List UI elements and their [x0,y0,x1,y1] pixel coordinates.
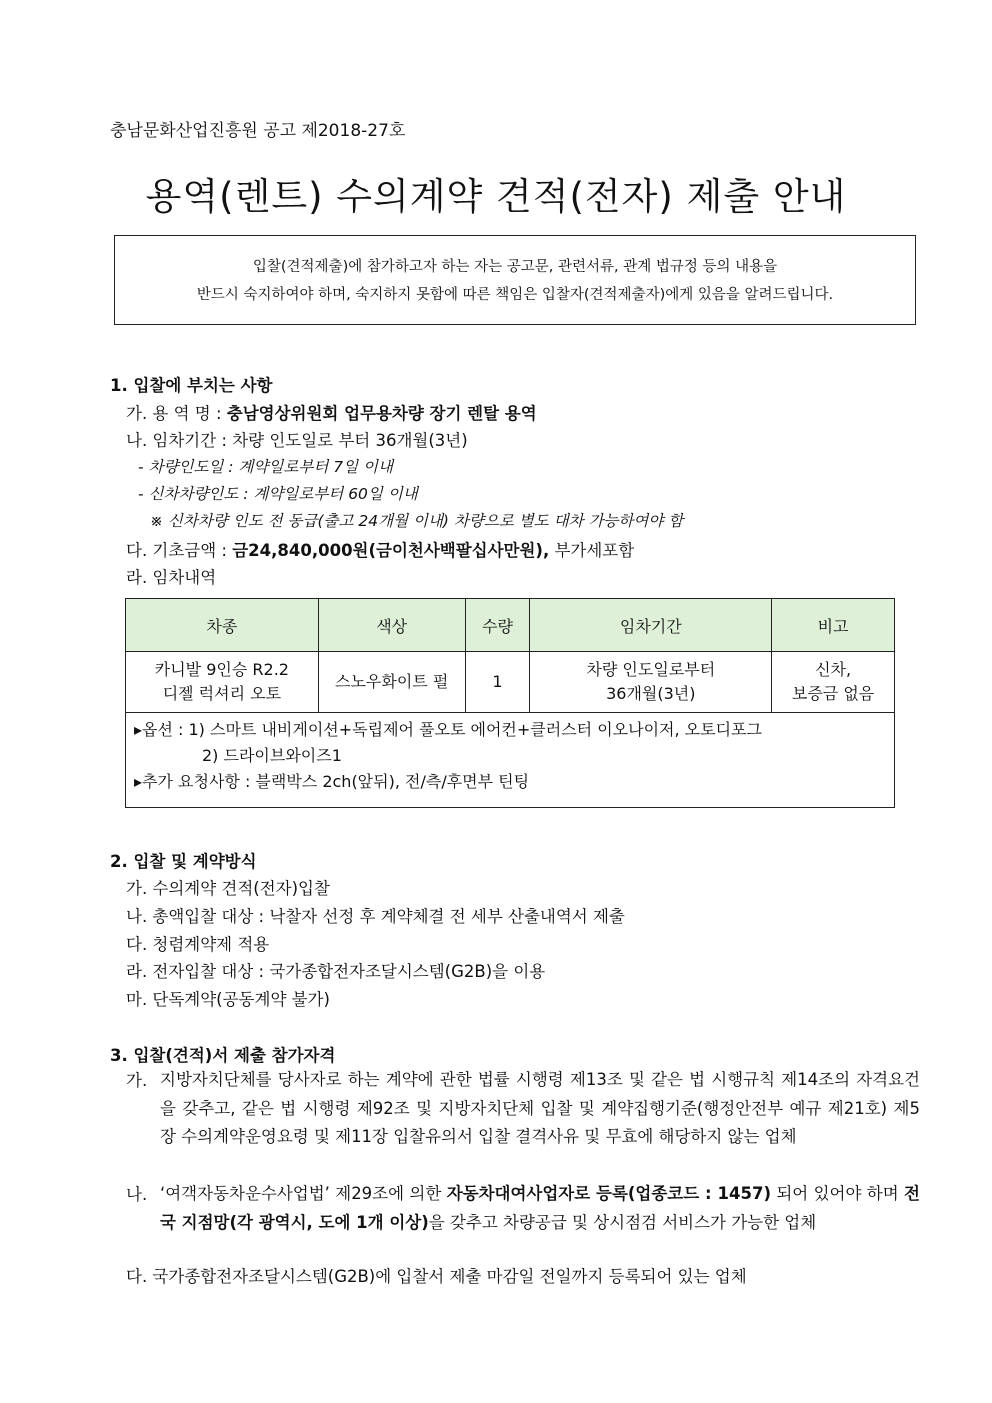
period-line-1: 차량 인도일로부터 [586,660,716,679]
section2-item: 나. 총액입찰 대상 : 낙찰자 선정 후 계약체결 전 세부 산출내역서 제출 [126,907,625,926]
table-header-row [126,599,895,652]
base-amount: 금24,840,000원(금이천사백팔십사만원), [232,541,550,560]
model-line-1: 카니발 9인승 R2.2 [154,660,289,679]
item-c-label: 다. 기초금액 : [126,541,233,560]
section3-heading: 3. 입찰(견적)서 제출 참가자격 [110,1046,336,1065]
item-b-part2: 되어 있어야 하며 [770,1184,905,1203]
section1-heading: 1. 입찰에 부치는 사항 [110,376,273,395]
section3-item-b [160,1180,920,1237]
header-period: 임차기간 [530,599,772,652]
cell-remark [772,652,895,713]
notice-number: 충남문화산업진흥원 공고 제2018-27호 [110,121,406,141]
table-row [126,652,895,713]
extra-request: ▸추가 요청사항 : 블랙박스 2ch(앞뒤), 전/측/후면부 틴팅 [134,772,530,791]
cell-model [126,652,319,713]
notice-line-1: 입찰(견적제출)에 참가하고자 하는 자는 공고문, 관련서류, 관계 법규정 등의 내용을 [252,259,778,275]
section1-item-a [126,400,537,424]
rental-registration: 자동차대여사업자로 등록(업종코드 : 1457) [446,1184,771,1203]
remark-line-2: 보증금 없음 [791,684,875,703]
section3-item-a: 지방자치단체를 당사자로 하는 계약에 관한 법률 시행령 제13조 및 같은 법 시행규칙 제14조의 자격요건을 갖추고, 같은 법 시행령 제92조 및 지방자치단체 입찰 및 계약집행기준(행정안전부 예규 제21호) 제5장 수의계약운영요령 및 제11장 입찰유의서 입찰 결격사유 및 무효에 해당하지 않는 업체 [160,1070,920,1146]
section2-item: 라. 전자입찰 대상 : 국가종합전자조달시스템(G2B)을 이용 [126,962,546,981]
section1-sub1: - 차량인도일 : 계약일로부터 7일 이내 [138,458,393,476]
item-c-suffix: 부가세포함 [549,541,635,560]
section1-item-b: 나. 임차기간 : 차량 인도일로 부터 36개월(3년) [126,431,468,450]
section3-item-b-label: 나. [126,1185,148,1204]
notice-box [114,235,916,325]
header-remark: 비고 [772,599,895,652]
model-line-2: 디젤 럭셔리 오토 [162,684,282,703]
section2-item: 가. 수의계약 견적(전자)입찰 [126,879,330,898]
section1-item-c [126,537,634,561]
section2-heading: 2. 입찰 및 계약방식 [110,852,257,871]
section2-item: 마. 단독계약(공동계약 불가) [126,990,330,1009]
section2-item: 다. 청렴계약제 적용 [126,935,270,954]
section3-item-c: 다. 국가종합전자조달시스템(G2B)에 입찰서 제출 마감일 전일까지 등록되어 있는 업체 [126,1267,747,1286]
header-model: 차종 [126,599,319,652]
page-title: 용역(렌트) 수의계약 견적(전자) 제출 안내 [145,175,847,218]
section3-item-a-label: 가. [126,1071,148,1090]
cell-color: 스노우화이트 펄 [318,652,465,713]
notice-line-2: 반드시 숙지하여야 하며, 숙지하지 못함에 따른 책임은 입찰자(견적제출자)에게 있음을 알려드립니다. [196,287,834,303]
nationwide-branch: 전국 지점망(각 광역시, 도에 1개 이상) [160,1184,920,1232]
cell-period [530,652,772,713]
item-a-label: 가. 용 역 명 : [126,404,227,423]
item-b-part3: 을 갖추고 차량공급 및 상시점검 서비스가 가능한 업체 [428,1212,817,1232]
header-qty: 수량 [465,599,530,652]
table-options-row [126,713,895,808]
period-line-2: 36개월(3년) [606,684,696,703]
options-line-1: ▸옵션 : 1) 스마트 내비게이션+독립제어 풀오토 에어컨+클러스터 이오나이저, 오토디포그 [134,720,762,739]
section1-note: ※ 신차차량 인도 전 동급(출고 24개월 이내) 차량으로 별도 대차 가능하여야 함 [150,512,684,530]
options-line-2: 2) 드라이브와이즈1 [202,746,342,765]
header-color: 색상 [318,599,465,652]
service-name: 충남영상위원회 업무용차량 장기 렌탈 용역 [226,404,537,423]
section1-sub2: - 신차차량인도 : 계약일로부터 60일 이내 [138,485,418,503]
section1-item-d: 라. 임차내역 [126,568,217,587]
item-b-part1: ‘여객자동차운수사업법’ 제29조에 의한 [160,1184,447,1203]
remark-line-1: 신차, [815,660,852,679]
options-cell [126,713,895,808]
cell-qty: 1 [465,652,530,713]
rental-table [125,598,895,808]
